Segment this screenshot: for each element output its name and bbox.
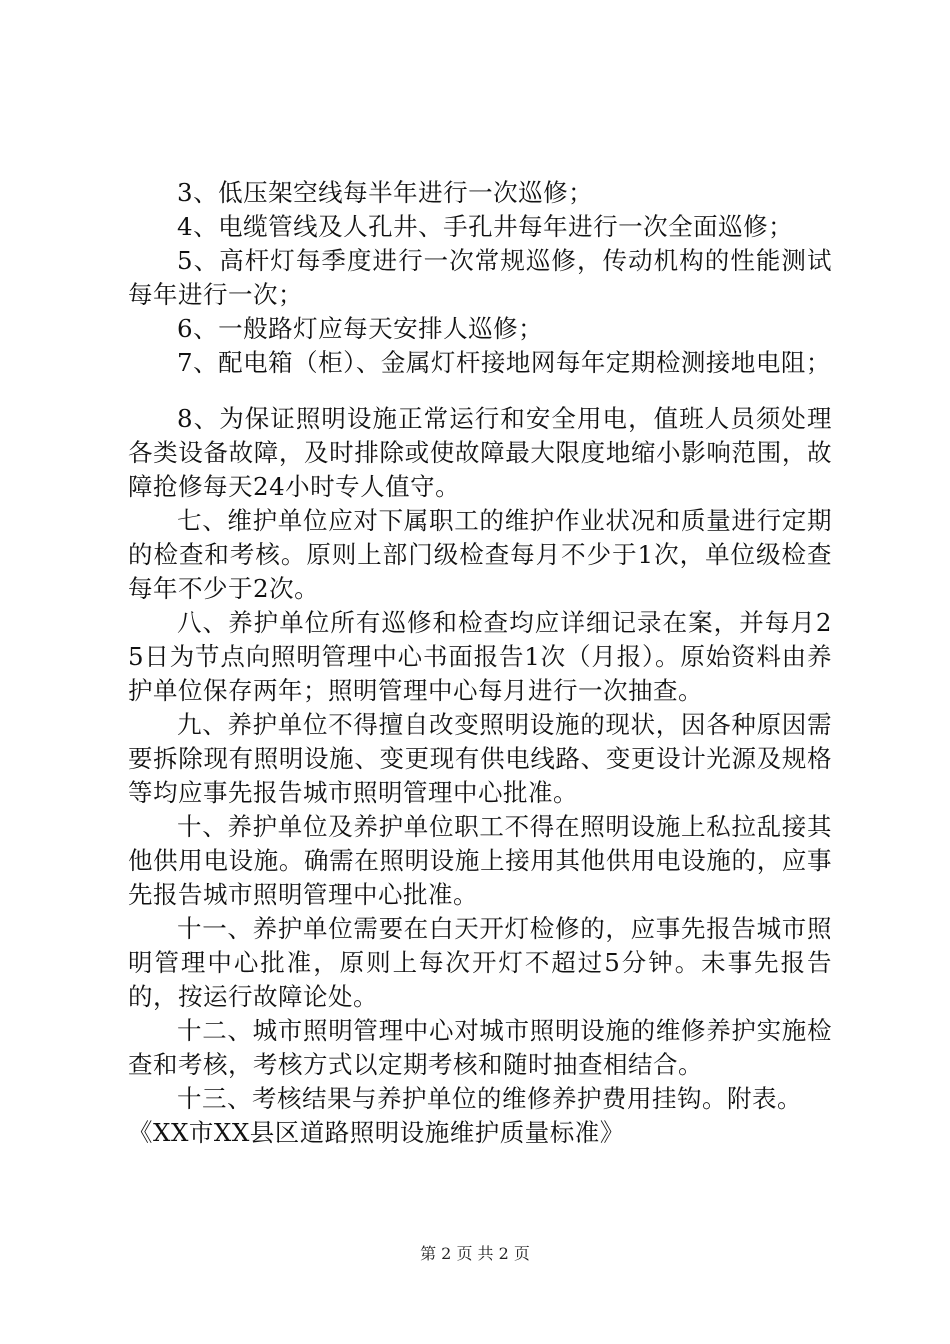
paragraph-item-7: 7、配电箱（柜）、金属灯杆接地网每年定期检测接地电阻； [177,348,831,377]
paragraph-section-7: 七、维护单位应对下属职工的维护作业状况和质量进行定期的检查和考核。原则上部门级检查每月不少于1次，单位级检查每年不少于2次。 [128,506,832,603]
paragraph-item-4: 4、电缆管线及人孔井、手孔井每年进行一次全面巡修； [177,212,794,241]
paragraph-section-12: 十二、城市照明管理中心对城市照明设施的维修养护实施检查和考核，考核方式以定期考核和随时抽查相结合。 [128,1016,832,1079]
paragraph-section-8: 八、养护单位所有巡修和检查均应详细记录在案，并每月25日为节点向照明管理中心书面报告1次（月报）。原始资料由养护单位保存两年；照明管理中心每月进行一次抽查。 [128,608,832,705]
paragraph-section-13: 十三、考核结果与养护单位的维修养护费用挂钩。附表。《XX市XX县区道路照明设施维护质量标准》 [128,1084,802,1147]
paragraph-section-10: 十、养护单位及养护单位职工不得在照明设施上私拉乱接其他供用电设施。确需在照明设施上接用其他供用电设施的，应事先报告城市照明管理中心批准。 [128,812,832,909]
paragraph-item-8: 8、为保证照明设施正常运行和安全用电，值班人员须处理各类设备故障，及时排除或使故障最大限度地缩小影响范围，故障抢修每天24小时专人值守。 [128,404,832,501]
paragraph-item-5: 5、高杆灯每季度进行一次常规巡修，传动机构的性能测试每年进行一次； [128,246,832,309]
paragraph-section-11: 十一、养护单位需要在白天开灯检修的，应事先报告城市照明管理中心批准，原则上每次开灯不超过5分钟。未事先报告的，按运行故障论处。 [128,914,832,1011]
paragraph-section-9: 九、养护单位不得擅自改变照明设施的现状，因各种原因需要拆除现有照明设施、变更现有供电线路、变更设计光源及规格等均应事先报告城市照明管理中心批准。 [128,710,832,807]
document-body [128,176,832,1150]
paragraph-item-6: 6、一般路灯应每天安排人巡修； [177,314,544,343]
page-number-footer: 第 2 页 共 2 页 [420,1244,530,1263]
paragraph-item-3: 3、低压架空线每半年进行一次巡修； [177,178,594,207]
